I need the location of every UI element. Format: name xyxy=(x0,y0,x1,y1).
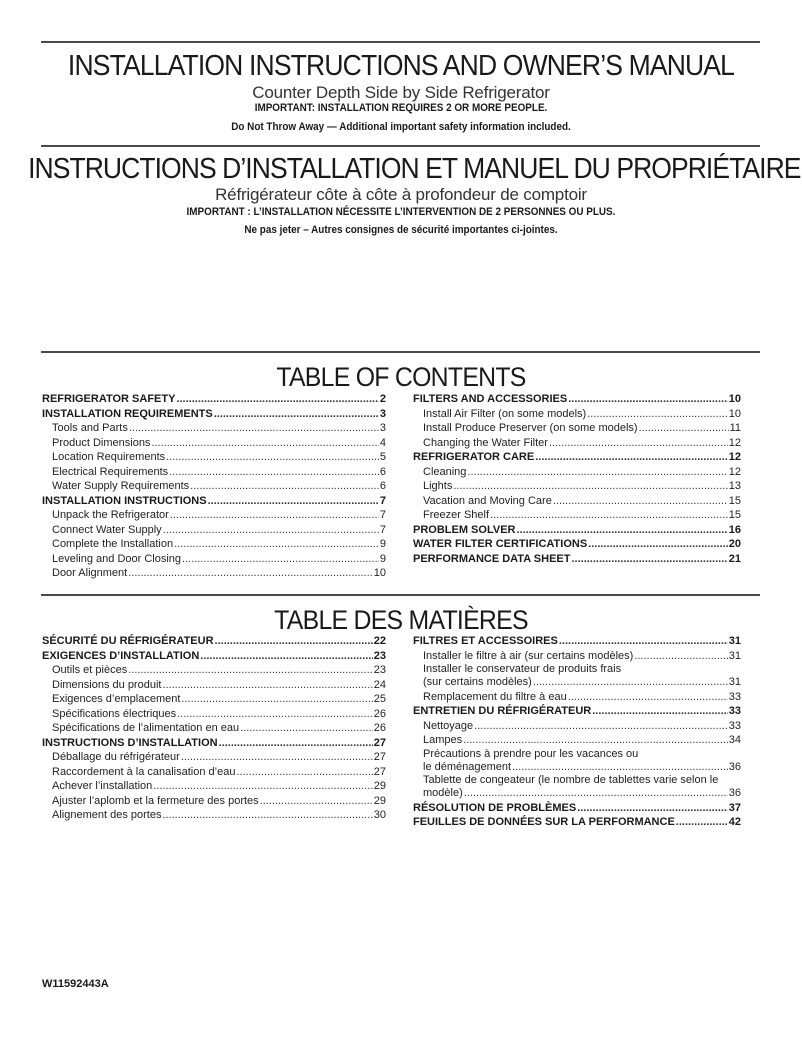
toc-entry-page: 7 xyxy=(379,523,386,536)
dot-leader xyxy=(129,421,379,436)
dot-leader xyxy=(549,436,728,451)
toc-entry-page: 16 xyxy=(728,523,741,536)
toc-entry[interactable] xyxy=(413,801,741,816)
keep-notice-fr: Ne pas jeter – Autres consignes de sécurité importantes ci-jointes. xyxy=(244,224,558,236)
dot-leader xyxy=(215,634,373,649)
subtitle-en: Counter Depth Side by Side Refrigerator xyxy=(252,83,550,102)
important-notice-en: IMPORTANT: INSTALLATION REQUIRES 2 OR MORE PEOPLE. xyxy=(254,102,548,114)
dot-leader xyxy=(587,407,728,422)
toc-entry-label: Alignement des portes xyxy=(52,809,162,821)
dot-leader xyxy=(163,523,379,538)
toc-entry[interactable] xyxy=(413,479,741,494)
toc-entry[interactable] xyxy=(413,733,741,748)
toc-entry-label: Tablette de congeateur (le nombre de tablettes varie selon le xyxy=(423,774,719,786)
toc-entry[interactable] xyxy=(413,537,741,552)
toc-entry-label: PERFORMANCE DATA SHEET xyxy=(413,552,571,565)
toc-entry-page: 29 xyxy=(373,794,386,807)
dot-leader xyxy=(535,450,728,465)
dot-leader xyxy=(128,663,373,678)
toc-entry-page: 30 xyxy=(373,809,386,821)
toc-entry-label: INSTRUCTIONS D’INSTALLATION xyxy=(42,736,218,749)
dot-leader xyxy=(214,407,379,422)
toc-entry-line2 xyxy=(423,676,741,690)
dot-leader xyxy=(588,537,728,552)
dot-leader xyxy=(200,649,372,664)
toc-entry-page: 22 xyxy=(373,635,386,647)
toc-entry-page: 27 xyxy=(373,736,386,749)
toc-entry-label: Tools and Parts xyxy=(52,422,128,434)
toc-entry-label: Ajuster l’aplomb et la fermeture des portes xyxy=(52,794,259,807)
toc-entry-label: Remplacement du filtre à eau xyxy=(423,690,567,703)
toc-entry-label: Lampes xyxy=(423,734,463,746)
toc-entry-page: 2 xyxy=(379,393,386,405)
toc-entry-page: 42 xyxy=(728,816,741,828)
document-number: W11592443A xyxy=(42,978,109,990)
toc-entry-page: 12 xyxy=(728,436,741,449)
toc-entry-label: Lights xyxy=(423,480,453,492)
toc-entry[interactable] xyxy=(42,663,386,678)
toc-entry[interactable] xyxy=(42,537,386,552)
toc-entry[interactable] xyxy=(413,719,741,734)
tdm-title: TABLE DES MATIÈRES xyxy=(274,605,528,635)
toc-entry-label: RÉSOLUTION DE PROBLÈMES xyxy=(413,801,577,814)
french-divider xyxy=(41,145,760,147)
toc-entry-page: 33 xyxy=(728,705,741,717)
dot-leader xyxy=(236,765,372,780)
important-notice-fr: IMPORTANT : L’INSTALLATION NÉCESSITE L’INTERVENTION DE 2 PERSONNES OU PLUS. xyxy=(186,206,616,218)
toc-entry[interactable] xyxy=(413,690,741,705)
toc-entry[interactable] xyxy=(413,407,741,422)
toc-entry-page: 29 xyxy=(373,780,386,792)
toc-entry-label: Product Dimensions xyxy=(52,436,151,449)
toc-entry[interactable] xyxy=(413,552,741,567)
toc-entry-label: Vacation and Moving Care xyxy=(423,494,552,507)
toc-entry-page: 15 xyxy=(728,509,741,521)
dot-leader xyxy=(170,508,379,523)
toc-entry-page: 34 xyxy=(728,734,741,746)
toc-entry[interactable] xyxy=(413,436,741,451)
toc-entry[interactable] xyxy=(42,794,386,809)
dot-leader xyxy=(463,733,728,748)
dot-leader xyxy=(516,523,727,538)
dot-leader xyxy=(571,552,727,567)
toc-divider xyxy=(41,351,760,353)
dot-leader xyxy=(181,692,372,707)
toc-entry-label: Spécifications de l’alimentation en eau xyxy=(52,722,240,734)
toc-entry-label: PROBLEM SOLVER xyxy=(413,523,516,536)
toc-entry[interactable] xyxy=(413,450,741,465)
dot-leader xyxy=(464,787,728,801)
toc-entry[interactable] xyxy=(42,692,386,707)
toc-entry-label: INSTALLATION INSTRUCTIONS xyxy=(42,494,207,507)
toc-entry-label: Déballage du réfrigérateur xyxy=(52,751,180,763)
toc-entry-label: Spécifications électriques xyxy=(52,707,177,720)
toc-entry[interactable] xyxy=(42,494,386,509)
toc-entry-page: 11 xyxy=(729,422,741,434)
toc-entry[interactable] xyxy=(42,552,386,567)
dot-leader xyxy=(169,465,379,480)
dot-leader xyxy=(676,815,728,830)
toc-entry-label: Nettoyage xyxy=(423,719,474,732)
dot-leader xyxy=(634,649,727,664)
toc-entry[interactable] xyxy=(42,707,386,722)
toc-entry[interactable] xyxy=(42,450,386,465)
toc-entry-label: Installer le filtre à air (sur certains modèles) xyxy=(423,649,634,662)
toc-entry-label: Dimensions du produit xyxy=(52,678,162,691)
keep-notice-en: Do Not Throw Away — Additional important safety information included. xyxy=(231,121,571,133)
top-divider xyxy=(41,41,760,43)
toc-entry-label: Location Requirements xyxy=(52,451,166,463)
toc-entry-label: Door Alignment xyxy=(52,567,128,579)
toc-entry-label: Connect Water Supply xyxy=(52,523,162,536)
toc-entry[interactable] xyxy=(413,465,741,480)
dot-leader xyxy=(174,537,379,552)
dot-leader xyxy=(639,421,729,436)
toc-entry-label: REFRIGERATOR CARE xyxy=(413,451,535,463)
toc-entry-page: 26 xyxy=(373,707,386,720)
toc-title: TABLE OF CONTENTS xyxy=(276,362,526,392)
toc-right-column xyxy=(413,392,741,566)
dot-leader xyxy=(568,392,728,407)
toc-entry-label-cont: le déménagement xyxy=(423,760,512,773)
toc-entry-page: 10 xyxy=(373,567,386,579)
toc-entry[interactable] xyxy=(413,523,741,538)
tdm-left-column xyxy=(42,634,386,823)
toc-entry[interactable] xyxy=(42,678,386,693)
toc-entry-page: 36 xyxy=(728,787,741,799)
toc-entry[interactable] xyxy=(42,465,386,480)
toc-entry[interactable] xyxy=(42,765,386,780)
toc-entry-line2 xyxy=(423,787,741,801)
toc-entry-page: 33 xyxy=(728,719,741,732)
toc-entry-page: 10 xyxy=(728,393,741,405)
toc-entry-label: Cleaning xyxy=(423,465,467,478)
toc-entry-label: WATER FILTER CERTIFICATIONS xyxy=(413,538,588,550)
toc-entry-page: 9 xyxy=(379,552,386,565)
toc-entry[interactable] xyxy=(413,421,741,436)
toc-entry-label: FILTRES ET ACCESSOIRES xyxy=(413,635,558,647)
toc-entry-label: INSTALLATION REQUIREMENTS xyxy=(42,407,213,420)
toc-entry-page: 23 xyxy=(373,649,386,662)
toc-entry[interactable] xyxy=(413,748,741,775)
toc-entry-label: Précautions à prendre pour les vacances ou xyxy=(423,747,639,760)
toc-entry[interactable] xyxy=(42,634,386,649)
dot-leader xyxy=(474,719,728,734)
toc-entry-page: 20 xyxy=(728,538,741,550)
toc-entry-page: 12 xyxy=(728,465,741,478)
subtitle-fr: Réfrigérateur côte à côte à profondeur de comptoir xyxy=(215,185,587,204)
toc-entry[interactable] xyxy=(42,721,386,736)
toc-entry-label: Unpack the Refrigerator xyxy=(52,509,169,521)
toc-entry-label: Electrical Requirements xyxy=(52,465,169,478)
toc-entry-page: 31 xyxy=(728,649,741,662)
dot-leader xyxy=(182,552,379,567)
toc-entry-label: Install Produce Preserver (on some models) xyxy=(423,422,638,434)
toc-entry-page: 7 xyxy=(379,509,386,521)
toc-entry-page: 3 xyxy=(379,422,386,434)
toc-entry-page: 5 xyxy=(379,451,386,463)
toc-entry-page: 12 xyxy=(728,451,741,463)
dot-leader xyxy=(166,450,379,465)
toc-entry-page: 24 xyxy=(373,678,386,691)
dot-leader xyxy=(181,750,373,765)
toc-entry-label: Outils et pièces xyxy=(52,664,128,676)
toc-entry-page: 27 xyxy=(373,751,386,763)
toc-entry[interactable] xyxy=(42,436,386,451)
toc-entry-label: ENTRETIEN DU RÉFRIGÉRATEUR xyxy=(413,705,592,717)
toc-entry[interactable] xyxy=(42,649,386,664)
toc-entry-page: 23 xyxy=(373,664,386,676)
toc-entry[interactable] xyxy=(413,494,741,509)
toc-entry-label: Complete the Installation xyxy=(52,538,174,550)
toc-entry[interactable] xyxy=(42,407,386,422)
toc-entry-page: 13 xyxy=(728,480,741,492)
toc-entry-page: 31 xyxy=(728,676,741,688)
dot-leader xyxy=(467,465,727,480)
dot-leader xyxy=(176,392,378,407)
dot-leader xyxy=(162,678,372,693)
dot-leader xyxy=(128,566,373,581)
toc-entry-label: Leveling and Door Closing xyxy=(52,552,182,565)
toc-entry-page: 6 xyxy=(379,465,386,478)
toc-entry-page: 33 xyxy=(728,690,741,703)
title-en: INSTALLATION INSTRUCTIONS AND OWNER’S MANUAL xyxy=(67,50,735,82)
toc-entry[interactable] xyxy=(413,663,741,690)
toc-entry[interactable] xyxy=(42,750,386,765)
toc-entry[interactable] xyxy=(42,808,386,823)
dot-leader xyxy=(553,494,728,509)
toc-entry[interactable] xyxy=(42,523,386,538)
dot-leader xyxy=(190,479,379,494)
toc-entry-page: 6 xyxy=(379,480,386,492)
toc-entry-label: Raccordement à la canalisation d’eau xyxy=(52,765,236,778)
toc-entry[interactable] xyxy=(413,508,741,523)
dot-leader xyxy=(260,794,373,809)
toc-entry[interactable] xyxy=(413,815,741,830)
toc-entry-label: Exigences d’emplacement xyxy=(52,693,181,705)
dot-leader xyxy=(512,761,728,775)
toc-entry[interactable] xyxy=(42,779,386,794)
dot-leader xyxy=(153,779,372,794)
toc-entry[interactable] xyxy=(42,392,386,407)
toc-entry-label: Installer le conservateur de produits frais xyxy=(423,663,622,675)
toc-entry-label: Water Supply Requirements xyxy=(52,480,190,492)
toc-entry-page: 9 xyxy=(379,538,386,550)
toc-entry-page: 21 xyxy=(728,552,741,565)
toc-entry-label: SÉCURITÉ DU RÉFRIGÉRATEUR xyxy=(42,635,214,647)
toc-entry-page: 4 xyxy=(379,436,386,449)
toc-entry-page: 15 xyxy=(728,494,741,507)
toc-entry[interactable] xyxy=(413,704,741,719)
dot-leader xyxy=(162,808,372,823)
toc-entry-page: 7 xyxy=(379,494,386,507)
toc-left-column xyxy=(42,392,386,581)
toc-entry[interactable] xyxy=(413,392,741,407)
toc-entry[interactable] xyxy=(413,774,741,801)
dot-leader xyxy=(219,736,373,751)
toc-entry[interactable] xyxy=(42,479,386,494)
toc-entry-page: 31 xyxy=(728,635,741,647)
dot-leader xyxy=(490,508,728,523)
toc-entry-page: 3 xyxy=(379,407,386,420)
dot-leader xyxy=(577,801,728,816)
toc-entry-label: Freezer Shelf xyxy=(423,509,490,521)
tdm-right-column xyxy=(413,634,741,830)
dot-leader xyxy=(240,721,373,736)
toc-entry-label: FEUILLES DE DONNÉES SUR LA PERFORMANCE xyxy=(413,816,675,828)
toc-entry-label-cont: (sur certains modèles) xyxy=(423,676,532,688)
title-fr: INSTRUCTIONS D’INSTALLATION ET MANUEL DU PROPRIÉTAIRE xyxy=(28,153,801,185)
toc-entry-label: Achever l’installation xyxy=(52,780,153,792)
toc-entry-page: 10 xyxy=(728,407,741,420)
dot-leader xyxy=(559,634,728,649)
toc-entry[interactable] xyxy=(42,421,386,436)
dot-leader xyxy=(453,479,727,494)
toc-entry-label: EXIGENCES D’INSTALLATION xyxy=(42,649,200,662)
toc-entry-page: 26 xyxy=(373,722,386,734)
toc-entry-page: 27 xyxy=(373,765,386,778)
toc-entry-page: 25 xyxy=(373,693,386,705)
toc-entry-label-cont: modèle) xyxy=(423,787,463,799)
toc-entry-line2 xyxy=(423,761,741,775)
toc-entry-label: Install Air Filter (on some models) xyxy=(423,407,587,420)
dot-leader xyxy=(533,676,728,690)
toc-entry[interactable] xyxy=(42,736,386,751)
tdm-divider xyxy=(41,594,760,596)
toc-entry[interactable] xyxy=(42,566,386,581)
toc-entry-label: FILTERS AND ACCESSORIES xyxy=(413,393,568,405)
dot-leader xyxy=(208,494,379,509)
toc-entry[interactable] xyxy=(42,508,386,523)
toc-entry-page: 37 xyxy=(728,801,741,814)
dot-leader xyxy=(151,436,378,451)
toc-entry-label: Changing the Water Filter xyxy=(423,436,548,449)
toc-entry[interactable] xyxy=(413,634,741,649)
toc-entry[interactable] xyxy=(413,649,741,664)
toc-entry-label: REFRIGERATOR SAFETY xyxy=(42,393,176,405)
dot-leader xyxy=(568,690,728,705)
toc-entry-page: 36 xyxy=(728,760,741,773)
dot-leader xyxy=(177,707,373,722)
dot-leader xyxy=(592,704,728,719)
